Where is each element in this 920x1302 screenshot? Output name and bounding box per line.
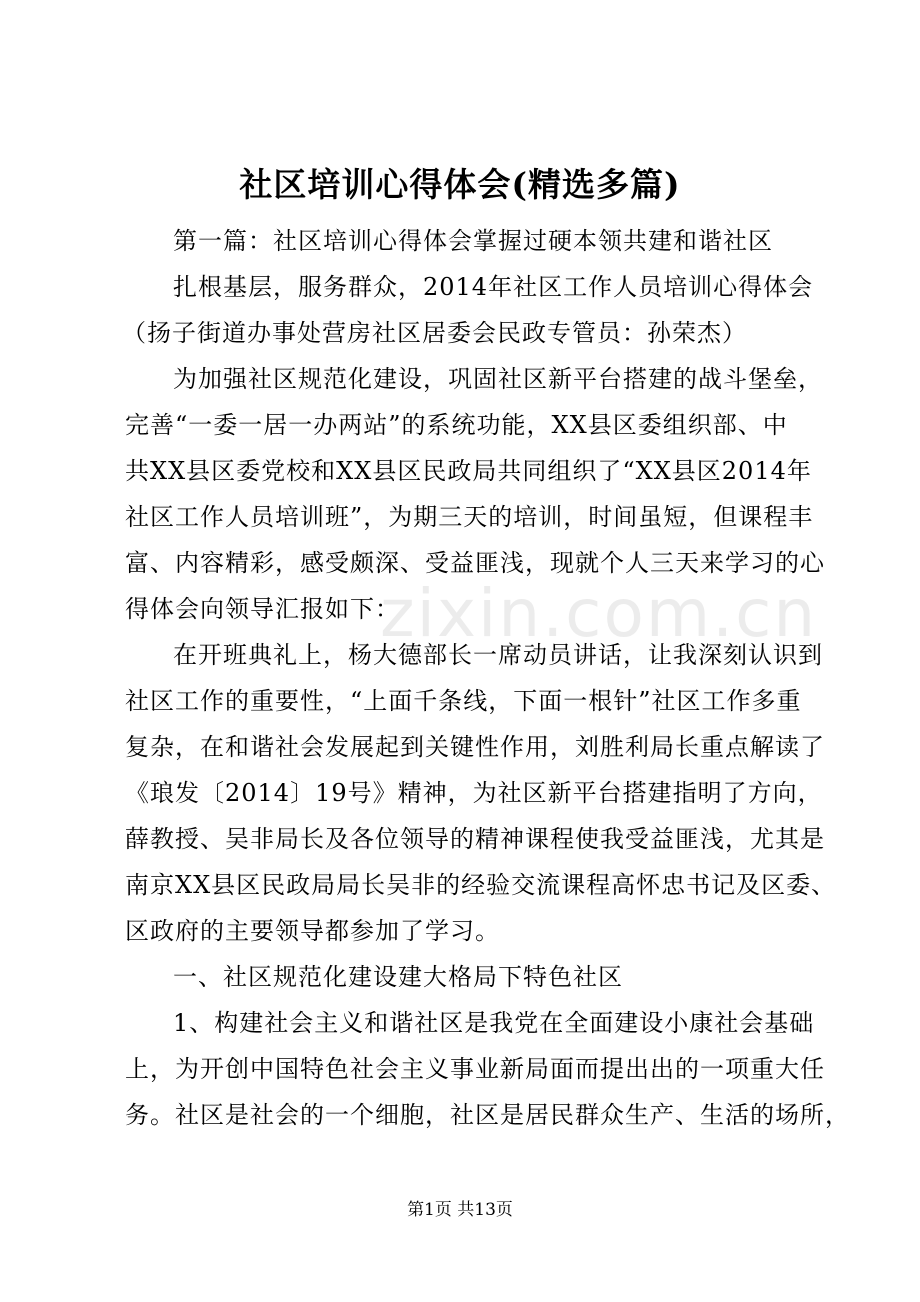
paragraph-line: 区政府的主要领导都参加了学习。	[125, 917, 500, 945]
paragraph-line: 社区工作人员培训班”，为期三天的培训，时间虽短，但课程丰	[125, 503, 814, 531]
paragraph-line: （扬子街道办事处营房社区居委会民政专管员：孙荣杰）	[122, 319, 747, 347]
paragraph-line: 扎根基层，服务群众，2014年社区工作人员培训心得体会	[173, 273, 814, 301]
paragraph-line: 富、内容精彩，感受颇深、受益匪浅，现就个人三天来学习的心	[125, 549, 825, 577]
paragraph-line: 务。社区是社会的一个细胞，社区是居民群众生产、生活的场所，	[125, 1101, 850, 1129]
document-title: 社区培训心得体会(精选多篇)	[239, 165, 681, 204]
paragraph-line: 薛教授、吴非局长及各位领导的精神课程使我受益匪浅，尤其是	[125, 825, 825, 853]
page-footer: 第1页 共13页	[407, 1200, 513, 1220]
paragraph-line: 完善“一委一居一办两站”的系统功能，XX县区委组织部、中	[125, 411, 788, 439]
paragraph-line: 《琅发〔2014〕19号》精神，为社区新平台搭建指明了方向，	[125, 779, 823, 807]
section-heading-2: 一、社区规范化建设建大格局下特色社区	[173, 963, 623, 991]
paragraph-line: 南京XX县区民政局局长吴非的经验交流课程高怀忠书记及区委、	[125, 871, 837, 899]
paragraph-line: 1、构建社会主义和谐社区是我党在全面建设小康社会基础	[173, 1009, 815, 1037]
section-heading-1: 第一篇：社区培训心得体会掌握过硬本领共建和谐社区	[173, 227, 773, 255]
paragraph-line: 复杂，在和谐社会发展起到关键性作用，刘胜利局长重点解读了	[125, 733, 825, 761]
paragraph-line: 上，为开创中国特色社会主义事业新局面而提出出的一项重大任	[125, 1055, 825, 1083]
paragraph-line: 得体会向领导汇报如下：	[125, 595, 400, 623]
paragraph-line: 共XX县区委党校和XX县区民政局共同组织了“XX县区2014年	[125, 457, 812, 485]
paragraph-line: 在开班典礼上，杨大德部长一席动员讲话，让我深刻认识到	[173, 641, 823, 669]
watermark: zixin.com.cn	[380, 575, 818, 652]
paragraph-line: 社区工作的重要性，“上面千条线，下面一根针”社区工作多重	[125, 687, 802, 715]
paragraph-line: 为加强社区规范化建设，巩固社区新平台搭建的战斗堡垒，	[173, 365, 823, 393]
